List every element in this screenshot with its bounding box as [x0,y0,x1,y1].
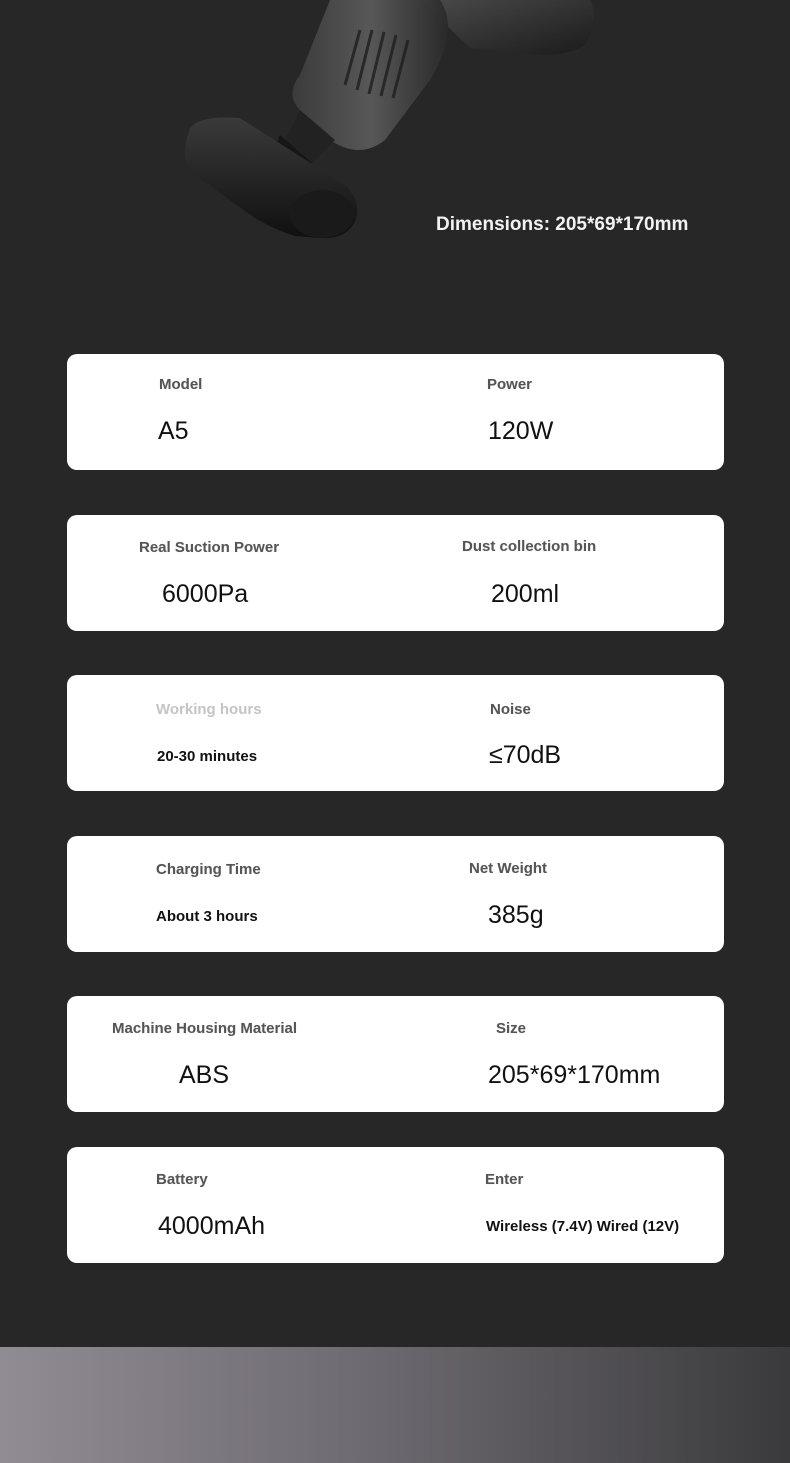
spec-label-battery: Battery [156,1171,208,1188]
spec-value-battery: 4000mAh [158,1212,266,1240]
spec-card-charging-weight [67,836,724,952]
spec-value-suction: 6000Pa [162,580,249,608]
spec-label-size: Size [496,1020,527,1037]
spec-value-working-hours: 20-30 minutes [157,748,258,765]
spec-card-material-size [67,996,724,1112]
spec-label-dust-bin: Dust collection bin [462,538,597,555]
spec-label-working-hours: Working hours [156,701,262,718]
spec-value-power: 120W [488,417,554,445]
spec-label-suction: Real Suction Power [139,539,280,556]
spec-value-noise: ≤70dB [489,741,562,769]
product-hero [0,0,790,300]
spec-card-battery-input [67,1147,724,1263]
spec-label-charging-time: Charging Time [156,861,261,878]
spec-label-net-weight: Net Weight [469,860,548,877]
dimensions-caption: Dimensions: 205*69*170mm [436,214,689,235]
spec-value-net-weight: 385g [488,901,544,929]
spec-label-model: Model [159,376,203,393]
bottom-gradient-band [0,1347,790,1463]
spec-value-housing-material: ABS [179,1061,230,1089]
spec-card-suction-bin [67,515,724,631]
spec-value-dust-bin: 200ml [491,580,560,608]
spec-label-enter: Enter [485,1171,524,1188]
spec-label-noise: Noise [490,701,531,718]
spec-card-model-power [67,354,724,470]
handheld-vacuum-icon [0,0,790,300]
spec-label-housing-material: Machine Housing Material [112,1020,298,1037]
spec-value-size: 205*69*170mm [488,1061,661,1089]
spec-value-enter: Wireless (7.4V) Wired (12V) [486,1218,680,1235]
spec-value-model: A5 [158,417,189,445]
spec-value-charging-time: About 3 hours [156,908,258,925]
spec-card-hours-noise [67,675,724,791]
spec-label-power: Power [487,376,533,393]
